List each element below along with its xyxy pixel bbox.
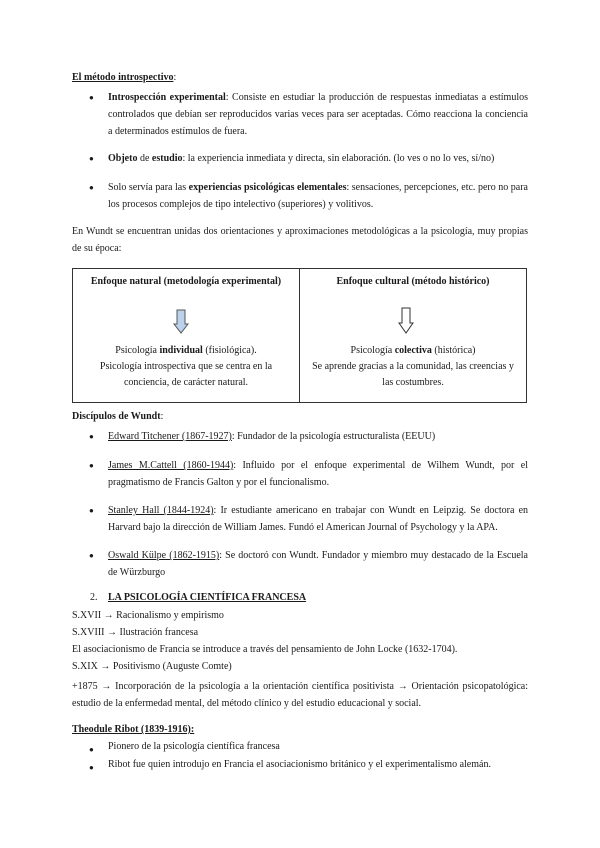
wundt-paragraph: En Wundt se encuentran unidas dos orientaciones y aproximaciones metodológicas a la psicología, muy propias de su época:	[72, 226, 528, 254]
bullet-dot: ●	[89, 763, 94, 772]
natural-line-1: Psicología individual (fisiológica).	[115, 345, 257, 356]
bullet-dot: ●	[89, 506, 94, 515]
cultural-line-1: Psicología colectiva (histórica)	[350, 345, 476, 356]
ribot-bullet-1: Pionero de la psicología científica francesa	[108, 741, 280, 752]
down-arrow-icon	[173, 309, 189, 335]
timeline-line: S.XVIII → Ilustración francesa	[72, 627, 199, 638]
down-arrow-icon	[398, 307, 414, 335]
bullet-dot: ●	[89, 551, 94, 560]
timeline-line: S.XVII → Racionalismo y empirismo	[72, 610, 224, 621]
bullet-dot: ●	[89, 93, 94, 102]
natural-line-3: conciencia, de carácter natural.	[123, 377, 249, 388]
enfoques-table	[72, 268, 527, 403]
bullet-dot: ●	[89, 154, 94, 163]
bullet-dot: ●	[89, 745, 94, 754]
ribot-bullet-2: Ribot fue quien introdujo en Francia el asociacionismo británico y el experimentalismo alemán.	[108, 759, 491, 770]
timeline-line: S.XIX → Positivismo (Auguste Comte)	[72, 661, 232, 672]
bullet-experiencias: Solo servía para las experiencias psicológicas elementales: sensaciones, percepciones, etc. pero no para los procesos complejos de tipo intelectivo (superiores) y volitivos.	[108, 182, 528, 210]
cultural-line-3: las costumbres.	[382, 377, 444, 388]
bullet-dot: ●	[89, 183, 94, 192]
bullet-dot: ●	[89, 461, 94, 470]
table-col-natural	[73, 269, 299, 402]
bullet-dot: ●	[89, 432, 94, 441]
positivismo-paragraph: +1875 → Incorporación de la psicología a la orientación científica positivista → Orientación psicopatológica: estudio de la enfermedad mental, del método clínico y del estudio educacional y social.	[72, 681, 528, 709]
natural-line-2: Psicología introspectiva que se centra en la	[99, 361, 273, 372]
disciple-hall: Stanley Hall (1844-1924): Ir estudiante americano en trabajar con Wundt en Leipzig. Se doctora en Harvard bajo la dirección de William James. Fundó el American Journal of Psychology y la APA.	[108, 505, 529, 533]
col-heading-cultural: Enfoque cultural (método histórico)	[336, 276, 490, 287]
section-heading-metodo: El método introspectivo:	[72, 72, 177, 83]
bullet-introspeccion: Introspección experimental: Consiste en estudiar la producción de respuestas inmediatas a estímulos controlados que debían ser reproducidos varias veces para ser aceptadas. Cómo reacciona la conciencia a determinados estímulos de fuera.	[108, 92, 529, 137]
bullet-objeto: Objeto de estudio: la experiencia inmediata y directa, sin elaboración. (lo ves o no lo ves, sí/no)	[108, 153, 495, 164]
section-heading-ribot: Theodule Ribot (1839-1916):	[72, 724, 195, 735]
section-heading-francesa: LA PSICOLOGÍA CIENTÍFICA FRANCESA	[108, 592, 307, 603]
col-heading-natural: Enfoque natural (metodología experimental)	[90, 276, 282, 287]
disciple-titchener: Edward Titchener (1867-1927): Fundador de la psicología estructuralista (EEUU)	[108, 431, 436, 442]
disciple-kulpe: Oswald Külpe (1862-1915): Se doctoró con Wundt. Fundador y miembro muy destacado de la Escuela de Würzburgo	[108, 550, 528, 578]
section-heading-discipulos: Discípulos de Wundt:	[72, 411, 164, 422]
timeline-line: El asociacionismo de Francia se introduce a través del pensamiento de John Locke (1632-1704).	[72, 644, 458, 655]
disciple-cattell: James M.Cattell (1860-1944): Influido por el enfoque experimental de Wilhem Wundt, por el pragmatismo de Francis Galton y por el funcionalismo.	[108, 460, 529, 488]
cultural-line-2: Se aprende gracias a la comunidad, las creencias y	[312, 361, 514, 372]
section-number: 2.	[90, 592, 98, 603]
table-col-cultural	[300, 269, 526, 402]
